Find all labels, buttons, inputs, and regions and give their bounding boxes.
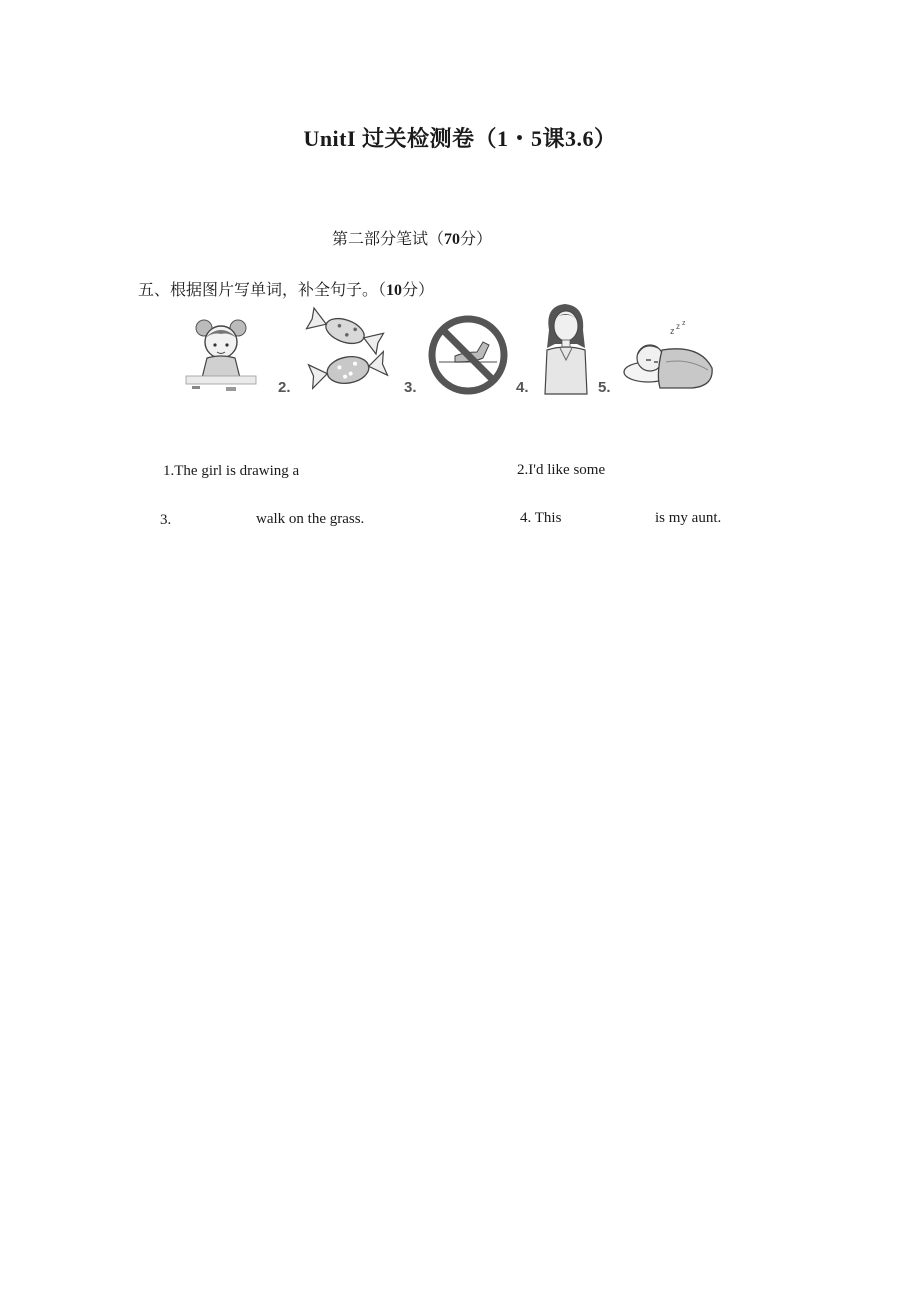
woman-icon <box>535 300 597 396</box>
picture-number-5: 5. <box>598 379 611 396</box>
part-heading-suffix: 分） <box>460 231 493 248</box>
section-heading-text: 五、根据图片写单词，补全句子。（ <box>138 282 387 299</box>
section-heading-points: 10 <box>386 282 403 299</box>
section-heading-suffix: 分） <box>402 282 435 299</box>
page-title: UnitI 过关检测卷（1・5课3.6） <box>303 126 617 151</box>
sentence-4-number: 4. <box>520 510 532 526</box>
candy-icon <box>300 306 390 396</box>
sentence-1-text: The girl is drawing a <box>174 463 300 479</box>
sentence-2-number: 2. <box>517 462 529 478</box>
svg-text:z: z <box>682 320 686 327</box>
sentence-3-text: walk on the grass. <box>256 511 365 527</box>
sentence-4 <box>520 510 561 527</box>
part-heading-text: 第二部分笔试（ <box>332 231 445 248</box>
sentence-4-before: This <box>534 510 562 526</box>
picture-number-4: 4. <box>516 379 529 396</box>
sentence-2-text: I'd like some <box>528 462 606 478</box>
sleeping-icon <box>622 320 717 395</box>
sentence-4-after: is my aunt. <box>655 510 722 526</box>
picture-number-3: 3. <box>404 379 417 396</box>
girl-drawing-icon <box>182 306 262 396</box>
part-heading-points: 70 <box>444 231 461 248</box>
svg-text:z: z <box>676 322 680 331</box>
picture-number-2: 2. <box>278 379 291 396</box>
sentence-1 <box>163 463 299 480</box>
svg-text:z: z <box>670 326 675 336</box>
sentence-1-number: 1. <box>163 463 175 479</box>
no-walking-sign-icon <box>425 312 511 398</box>
part-heading <box>332 226 492 249</box>
section-heading <box>138 277 434 300</box>
sentence-3-number: 3. <box>160 512 172 528</box>
sentence-2 <box>517 462 605 479</box>
